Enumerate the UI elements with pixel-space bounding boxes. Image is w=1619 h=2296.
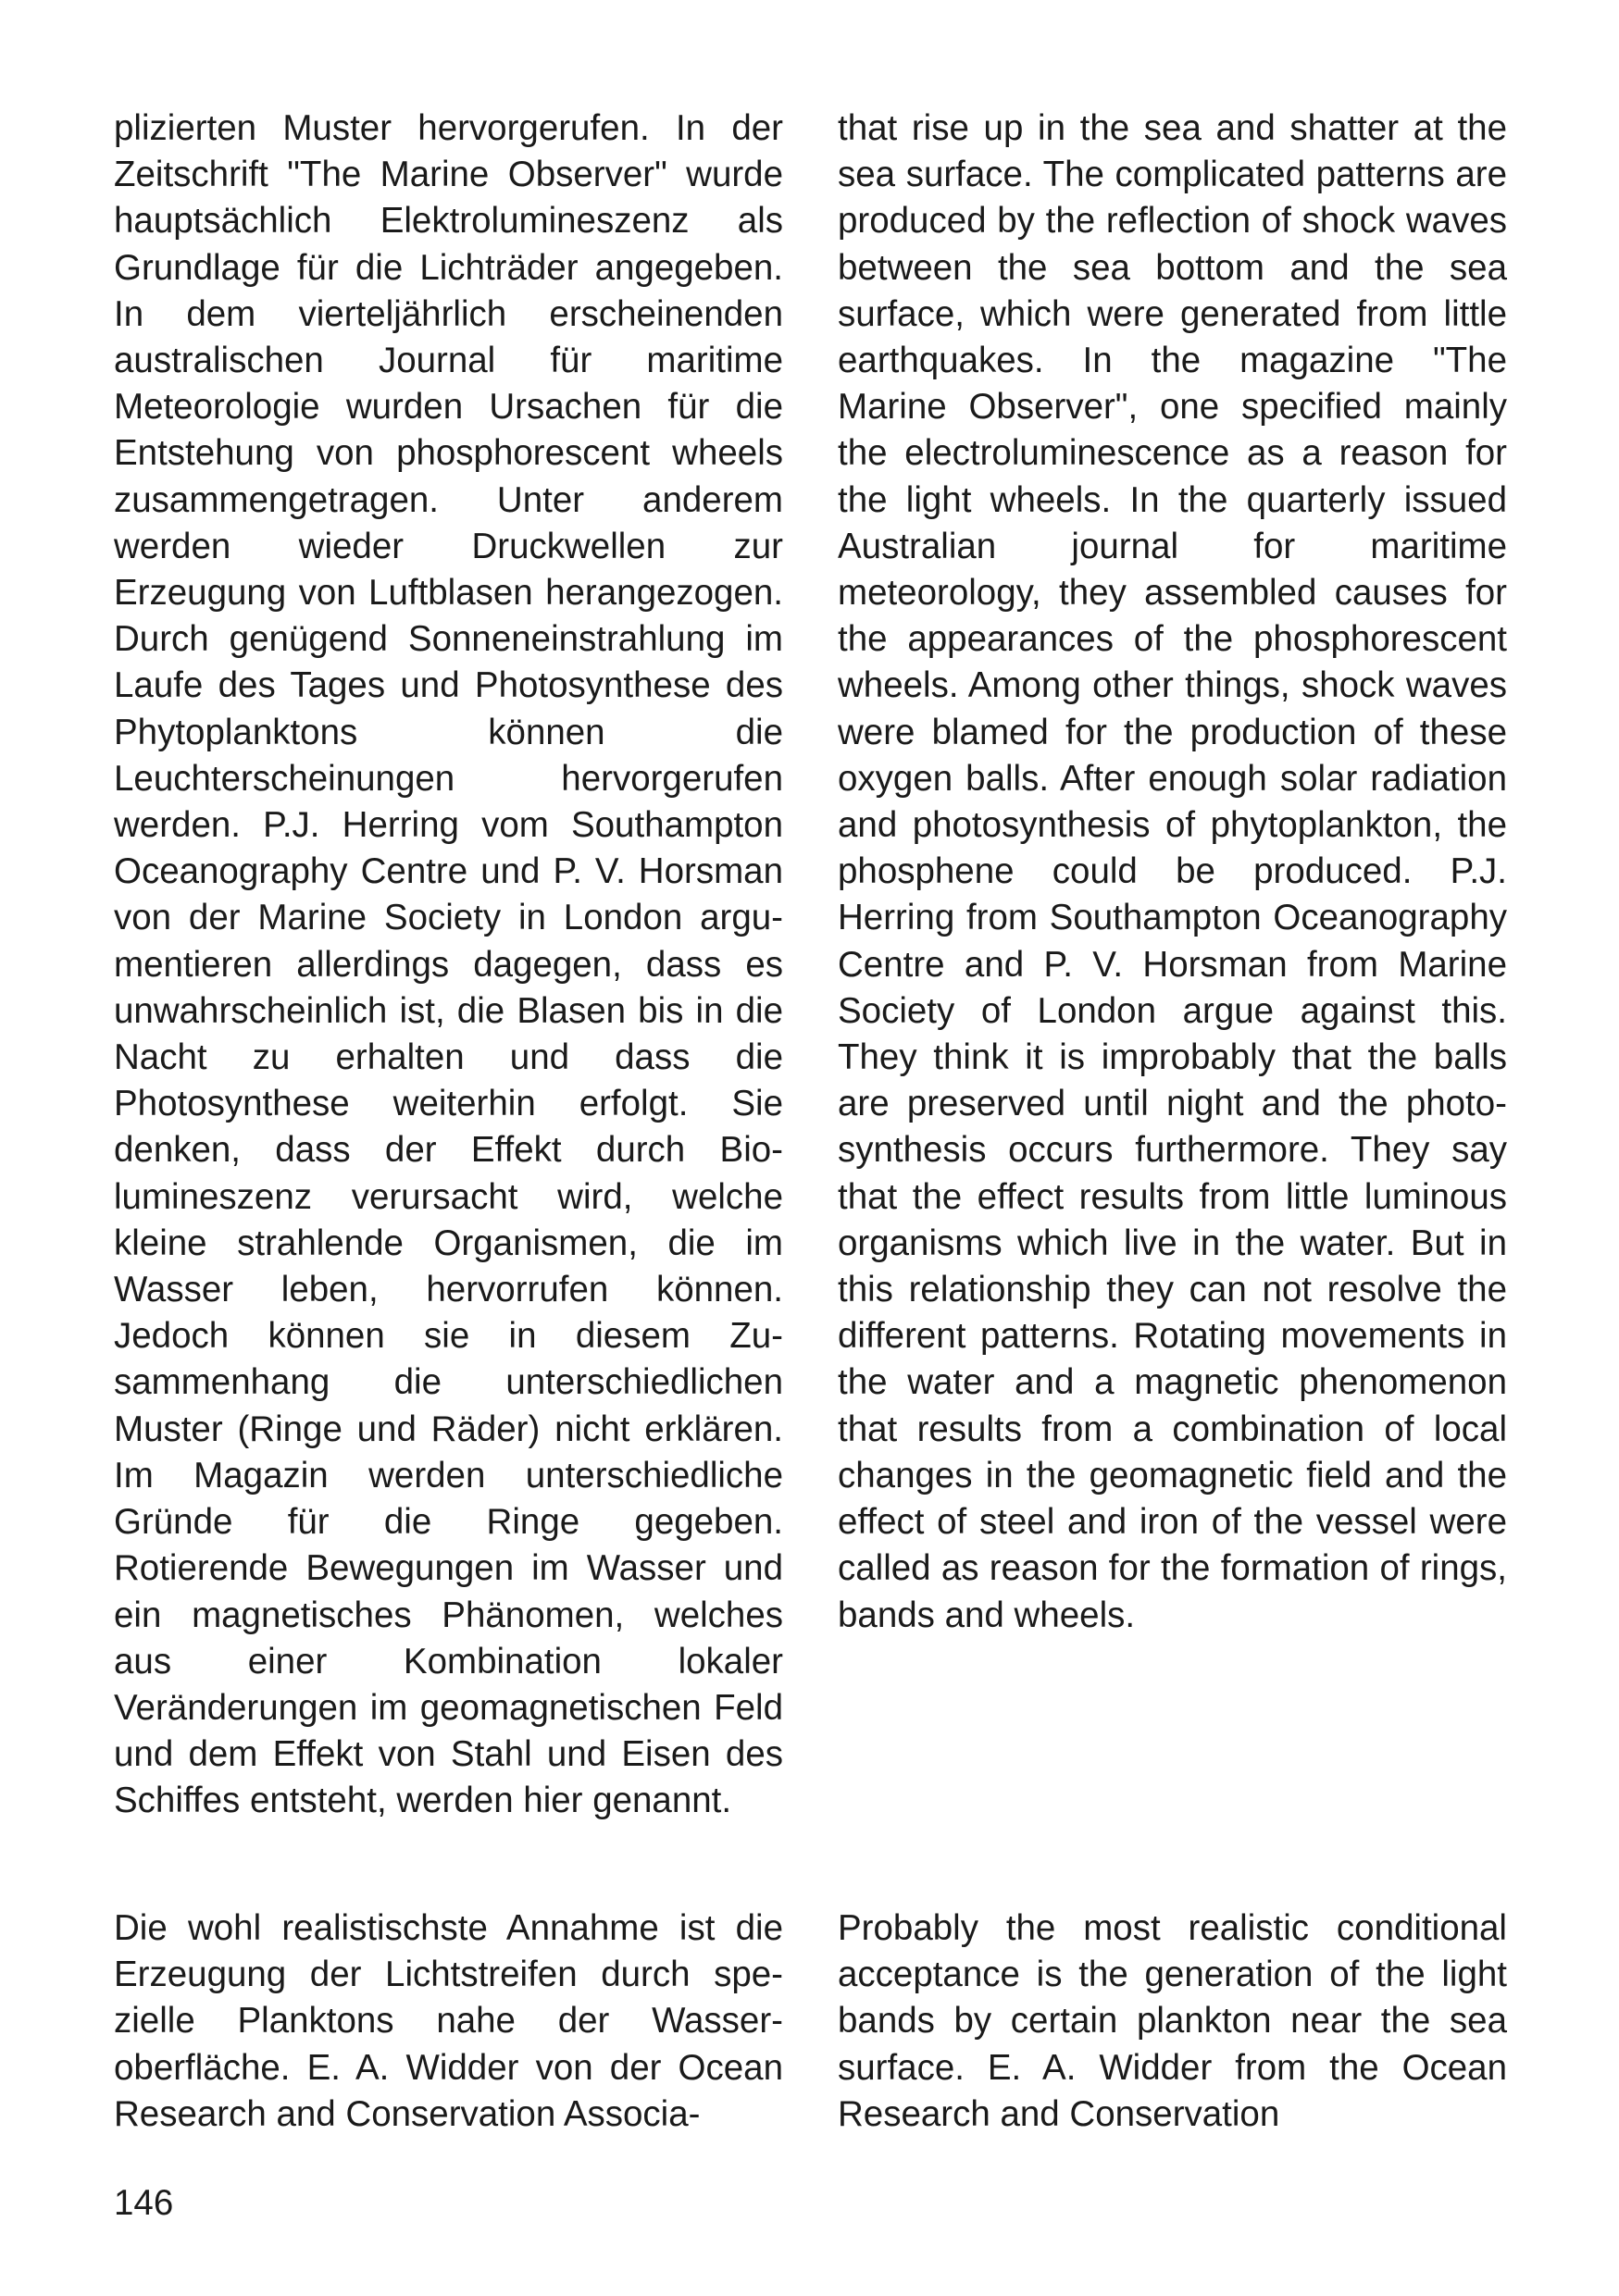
- right-column-top: [838, 105, 1507, 1639]
- english-paragraph-1: that rise up in the sea and shatter at the sea surface. The complicated patterns are produced by the reflection of shock waves between the sea bottom and the sea surface, which were generated from little earthquakes. In the magazine "The Marine Observer", one specified mainly the electroluminescence as a reason for the light wheels. In the quarterly issued Australian journal for maritime meteorology, they assembled causes for the appearances of the phosphorescent wheels. Among other things, shock waves were blamed for the production of these oxygen balls. After enough solar radiation and photosynthesis of phytoplankton, the phosphene could be produced. P.J. Herring from Southampton Oceanography Centre and P. V. Horsman from Marine Society of London argue against this. They think it is improbably that the balls are preserved until night and the photosynthesis occurs furthermore. They say that the effect results from little luminous organisms which live in the water. But in this relationship they can not resolve the different patterns. Rotating movements in the water and a magnetic phenomenon that results from a combination of local changes in the geomagnetic field and the effect of steel and iron of the vessel were called as reason for the formation of rings, bands and wheels.: [838, 108, 1507, 1635]
- german-paragraph-1: plizierten Muster hervorgerufen. In der Zeitschrift "The Marine Observer" wurde hauptsächlich Elektrolumineszenz als Grundlage für die Lichträder angegeben. In dem vierteljährlich erscheinenden australischen Journal für maritime Meteorologie wurden Ursachen für die Entstehung von phosphorescent wheels zusammengetragen. Unter anderem werden wieder Druckwellen zur Erzeugung von Luftblasen herangezogen. Durch genügend Sonneneinstrahlung im Laufe des Tages und Photosynthese des Phytoplanktons können die Leuchterscheinungen hervorgerufen werden. P.J. Herring vom Southampton Oceanography Centre und P. V. Horsman von der Marine Society in London argumentieren allerdings dagegen, dass es unwahrscheinlich ist, die Blasen bis in die Nacht zu erhalten und dass die Photosynthese weiterhin erfolgt. Sie denken, dass der Effekt durch Biolumineszenz verursacht wird, welche kleine strahlende Organismen, die im Wasser leben, hervorrufen können. Jedoch können sie in diesem Zusammenhang die unterschiedlichen Muster (Ringe und Räder) nicht erklären. Im Magazin werden unterschiedliche Gründe für die Ringe gegeben. Rotierende Bewegungen im Wasser und ein magnetisches Phänomen, welches aus einer Kombination lokaler Veränderungen im geomagnetischen Feld und dem Effekt von Stahl und Eisen des Schiffes entsteht, werden hier genannt.: [114, 108, 783, 1821]
- german-paragraph-2: Die wohl realistischste Annahme ist die Erzeugung der Lichtstreifen durch spezielle Planktons nahe der Wasseroberfläche. E. A. Widder von der Ocean Research and Conservation Associa-: [114, 1908, 783, 2134]
- left-column-bottom: [114, 1905, 783, 2138]
- page-number: 146: [114, 2183, 174, 2223]
- left-column-top: [114, 105, 783, 1825]
- english-paragraph-2: Probably the most realistic conditional acceptance is the generation of the light bands by certain plankton near the sea surface. E. A. Widder from the Ocean Research and Conservation: [838, 1908, 1507, 2134]
- right-column-bottom: [838, 1905, 1507, 2138]
